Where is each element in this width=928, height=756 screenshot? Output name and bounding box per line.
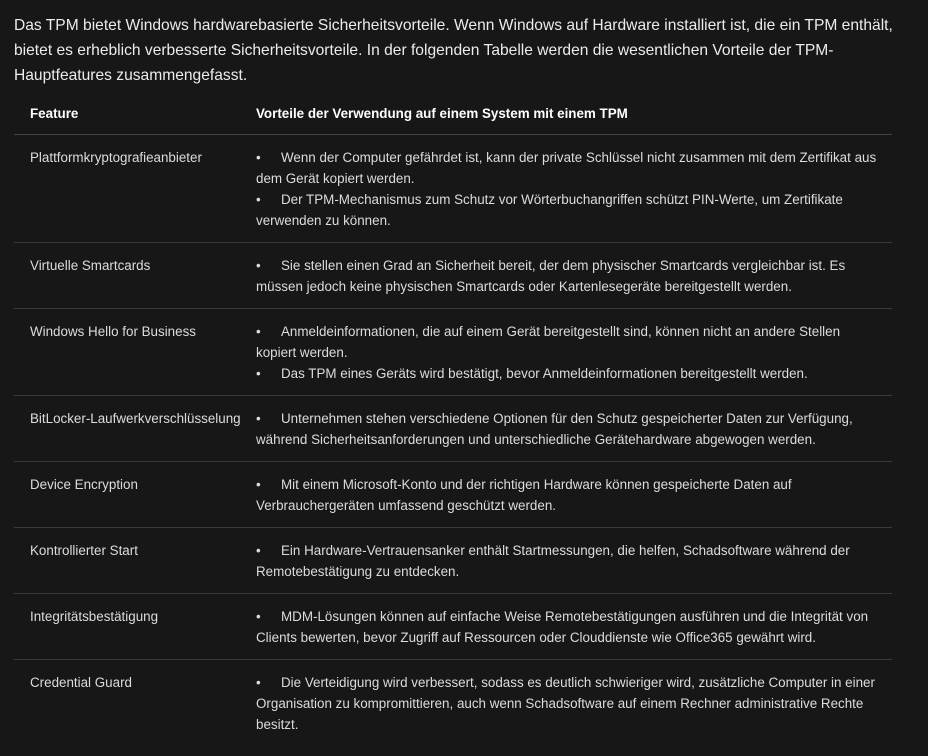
bullet-icon: • bbox=[256, 477, 261, 492]
benefits-cell bbox=[241, 243, 892, 309]
benefit-text: Sie stellen einen Grad an Sicherheit bereit, der dem physischer Smartcards vergleichbar ist. Es müssen jedoch keine physischen Smartcards oder Kartenlesegeräte bereitgestellt werden. bbox=[256, 258, 846, 294]
benefits-cell bbox=[241, 660, 892, 747]
benefit-text: Unternehmen stehen verschiedene Optionen für den Schutz gespeicherter Daten zur Verfügung, während Sicherheitsanforderungen und unterschiedliche Gerätehardware abgewogen werden. bbox=[256, 411, 853, 447]
table-row bbox=[14, 396, 892, 462]
benefit-item bbox=[256, 408, 882, 450]
benefit-item bbox=[256, 363, 882, 384]
table-row bbox=[14, 462, 892, 528]
benefit-text: Mit einem Microsoft-Konto und der richtigen Hardware können gespeicherte Daten auf Verbrauchergeräten umfassend geschützt werden. bbox=[256, 477, 792, 513]
intro-paragraph: Das TPM bietet Windows hardwarebasierte Sicherheitsvorteile. Wenn Windows auf Hardware installiert ist, die ein TPM enthält, bietet es erheblich verbesserte Sicherheitsvorteile. In der folgenden Tabelle werden die wesentlichen Vorteile der TPM-Hauptfeatures zusammengefasst. bbox=[14, 17, 893, 84]
benefits-cell bbox=[241, 309, 892, 396]
feature-cell: Credential Guard bbox=[30, 675, 132, 690]
benefits-cell bbox=[241, 396, 892, 462]
table-row bbox=[14, 309, 892, 396]
bullet-icon: • bbox=[256, 192, 261, 207]
benefit-item bbox=[256, 672, 882, 735]
feature-cell: Windows Hello for Business bbox=[14, 309, 241, 396]
feature-cell: Device Encryption bbox=[14, 462, 241, 528]
benefit-item bbox=[256, 540, 882, 582]
feature-cell: Integritätsbestätigung bbox=[14, 594, 241, 660]
feature-cell: Virtuelle Smartcards bbox=[14, 243, 241, 309]
table-row bbox=[14, 528, 892, 594]
bullet-icon: • bbox=[256, 366, 261, 381]
header-feature: Feature bbox=[14, 96, 241, 135]
benefit-item bbox=[256, 606, 882, 648]
benefit-text: Der TPM-Mechanismus zum Schutz vor Wörterbuchangriffen schützt PIN-Werte, um Zertifikate verwenden zu können. bbox=[256, 192, 843, 228]
bullet-icon: • bbox=[256, 324, 261, 339]
feature-cell: Plattformkryptografieanbieter bbox=[14, 135, 241, 243]
benefit-text: Wenn der Computer gefährdet ist, kann der private Schlüssel nicht zusammen mit dem Zertifikat aus dem Gerät kopiert werden. bbox=[256, 150, 877, 186]
benefits-cell bbox=[241, 594, 892, 660]
bullet-icon: • bbox=[256, 150, 261, 165]
feature-cell: BitLocker-Laufwerkverschlüsselung bbox=[14, 396, 241, 462]
benefits-cell bbox=[241, 135, 892, 243]
benefit-item bbox=[256, 255, 882, 297]
benefit-text: MDM-Lösungen können auf einfache Weise Remotebestätigungen ausführen und die Integrität von Clients bewerten, bevor Zugriff auf Ressourcen oder Clouddienste wie Office365 gewährt wird. bbox=[256, 609, 869, 645]
table-row bbox=[14, 243, 892, 309]
benefit-text: Das TPM eines Geräts wird bestätigt, bevor Anmeldeinformationen bereitgestellt werden. bbox=[281, 366, 808, 381]
table-row bbox=[14, 660, 892, 747]
table-row bbox=[14, 594, 892, 660]
bullet-icon: • bbox=[256, 258, 261, 273]
bullet-icon: • bbox=[256, 609, 261, 624]
bullet-icon: • bbox=[256, 675, 261, 690]
bullet-icon: • bbox=[256, 411, 261, 426]
benefit-item bbox=[256, 189, 882, 231]
benefit-text: Anmeldeinformationen, die auf einem Gerät bereitgestellt sind, können nicht an andere Stellen kopiert werden. bbox=[256, 324, 841, 360]
benefits-cell bbox=[241, 462, 892, 528]
table-row bbox=[14, 135, 892, 243]
benefit-text: Ein Hardware-Vertrauensanker enthält Startmessungen, die helfen, Schadsoftware während der Remotebestätigung zu entdecken. bbox=[256, 543, 850, 579]
benefits-cell bbox=[241, 528, 892, 594]
bullet-icon: • bbox=[256, 543, 261, 558]
benefit-item bbox=[256, 147, 882, 189]
benefit-item bbox=[256, 474, 882, 516]
benefit-item bbox=[256, 321, 882, 363]
header-benefits: Vorteile der Verwendung auf einem System mit einem TPM bbox=[241, 96, 892, 135]
table-header-row bbox=[14, 96, 892, 135]
tpm-features-table bbox=[14, 96, 892, 746]
feature-cell: Kontrollierter Start bbox=[14, 528, 241, 594]
benefit-text: Die Verteidigung wird verbessert, sodass es deutlich schwieriger wird, zusätzliche Computer in einer Organisation zu kompromittieren, auch wenn Schadsoftware auf einem Rechner administrative Rechte besitzt. bbox=[256, 675, 875, 732]
